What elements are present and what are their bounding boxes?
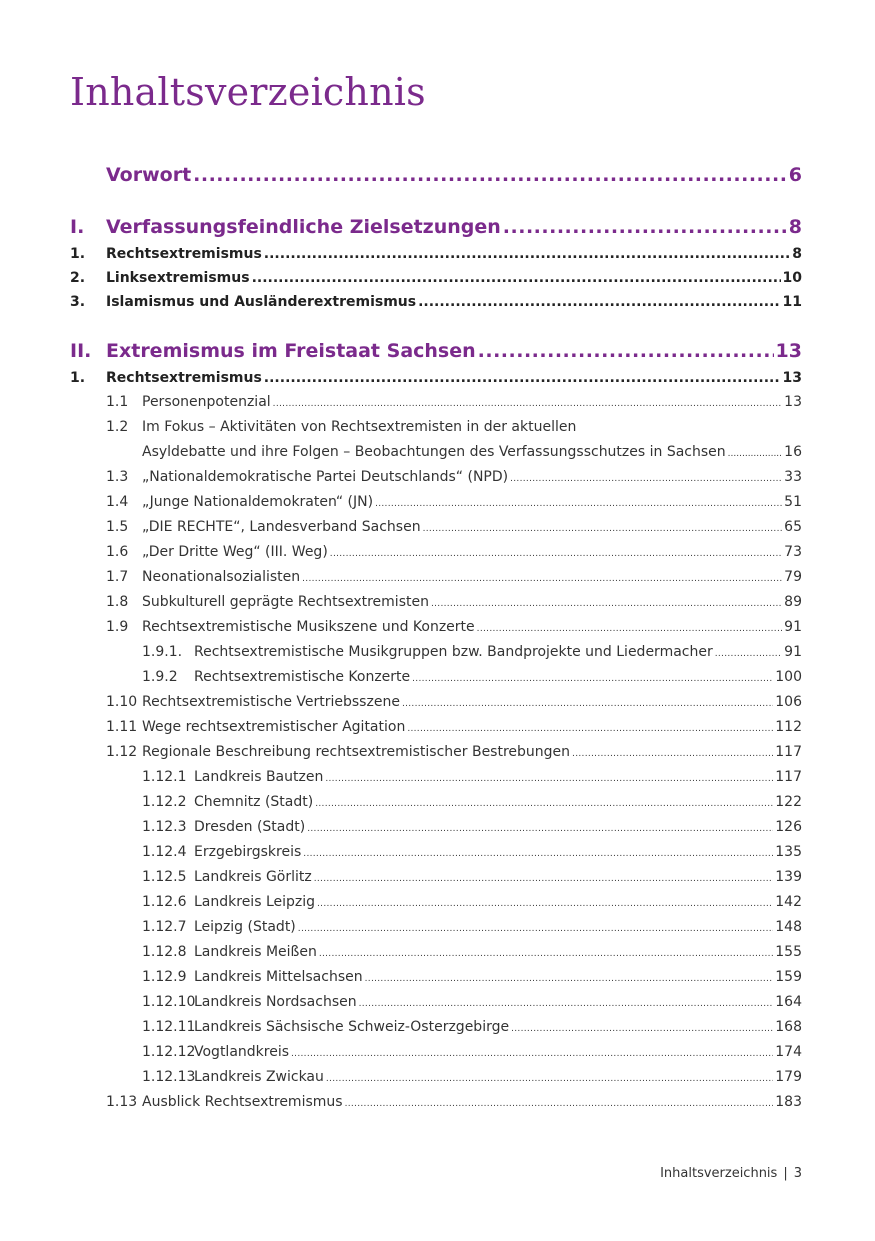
toc-dot-leader <box>302 567 782 592</box>
toc-dot-leader <box>715 642 782 667</box>
toc-dot-leader <box>303 842 773 867</box>
toc-entry-page: 117 <box>775 744 802 760</box>
toc-dot-leader <box>572 742 773 767</box>
toc-entry-page: 91 <box>784 619 802 635</box>
toc-entry-page: 135 <box>775 844 802 860</box>
toc-entry[interactable] <box>70 390 802 415</box>
toc-entry-title: Landkreis Görlitz <box>194 869 312 885</box>
toc-entry-number: 1.9.2 <box>142 669 178 685</box>
toc-entry[interactable] <box>70 940 802 965</box>
toc-entry-title: „Junge Nationaldemokraten“ (JN) <box>142 494 374 510</box>
toc-entry[interactable] <box>70 1065 802 1090</box>
toc-entry-title: Vorwort <box>106 164 192 186</box>
toc-entry-title: Landkreis Sächsische Schweiz-Osterzgebirge <box>194 1019 510 1035</box>
toc-entry-page: 13 <box>784 394 802 410</box>
toc-entry[interactable] <box>70 915 802 940</box>
toc-entry-number: 1.12.6 <box>142 894 187 910</box>
toc-entry-title: Rechtsextremistische Vertriebsszene <box>142 694 400 710</box>
toc-entry[interactable] <box>70 965 802 990</box>
toc-entry-title: Neonationalsozialisten <box>142 569 301 585</box>
toc-dot-leader <box>431 592 782 617</box>
toc-entry-page: 122 <box>775 794 802 810</box>
toc-dot-leader <box>298 917 773 942</box>
toc-entry-number: 1.3 <box>106 469 129 485</box>
toc-entry-page: 73 <box>784 544 802 560</box>
toc-entry-number: I. <box>70 216 85 238</box>
toc-entry-number: 3. <box>70 294 86 310</box>
toc-entry-title: Verfassungsfeindliche Zielsetzungen <box>106 216 501 238</box>
toc-entry-page: 8 <box>792 246 802 262</box>
toc-entry-number: 1.8 <box>106 594 129 610</box>
toc-entry-page: 159 <box>775 969 802 985</box>
toc-entry-title: Rechtsextremismus <box>106 246 262 262</box>
table-of-contents <box>70 160 802 1115</box>
toc-entry[interactable] <box>70 160 802 190</box>
toc-entry[interactable] <box>70 865 802 890</box>
toc-entry-title: Ausblick Rechtsextremismus <box>142 1094 343 1110</box>
toc-entry-number: 1.12.11 <box>142 1019 196 1035</box>
toc-entry-page: 126 <box>775 819 802 835</box>
toc-entry-title: Asyldebatte und ihre Folgen – Beobachtungen des Verfassungsschutzes in Sachsen <box>142 444 726 460</box>
toc-dot-leader <box>345 1092 774 1117</box>
toc-entry-title: „Der Dritte Weg“ (III. Weg) <box>142 544 328 560</box>
toc-entry-title: Landkreis Meißen <box>194 944 317 960</box>
toc-dot-leader <box>365 967 774 992</box>
toc-entry-number: 1.10 <box>106 694 138 710</box>
toc-entry-page: 65 <box>784 519 802 535</box>
toc-dot-leader <box>359 992 774 1017</box>
toc-dot-leader <box>503 212 787 242</box>
toc-entry-title: Rechtsextremismus <box>106 370 262 386</box>
toc-dot-leader <box>317 892 773 917</box>
toc-entry-number: 1.12.13 <box>142 1069 196 1085</box>
toc-entry-number: 1. <box>70 246 86 262</box>
toc-entry-title: Rechtsextremistische Konzerte <box>194 669 411 685</box>
toc-entry-title: Chemnitz (Stadt) <box>194 794 314 810</box>
toc-entry-page: 51 <box>784 494 802 510</box>
toc-entry[interactable] <box>70 815 802 840</box>
toc-entry-page: 112 <box>775 719 802 735</box>
toc-entry[interactable] <box>70 366 802 390</box>
toc-entry-title: „Nationaldemokratische Partei Deutschlands“ (NPD) <box>142 469 509 485</box>
toc-entry-title: Linksextremismus <box>106 270 250 286</box>
toc-entry-page: 142 <box>775 894 802 910</box>
toc-entry-page: 89 <box>784 594 802 610</box>
toc-entry-title: Regionale Beschreibung rechtsextremistischer Bestrebungen <box>142 744 571 760</box>
toc-dot-leader <box>375 492 782 517</box>
toc-entry[interactable] <box>70 415 802 440</box>
toc-dot-leader <box>511 1017 773 1042</box>
toc-entry-number: 1.12.3 <box>142 819 187 835</box>
toc-entry-number: 2. <box>70 270 86 286</box>
toc-entry[interactable] <box>70 615 802 640</box>
toc-dot-leader <box>478 336 774 366</box>
toc-entry[interactable] <box>70 242 802 266</box>
toc-entry-page: 183 <box>775 1094 802 1110</box>
toc-entry-title: Landkreis Leipzig <box>194 894 316 910</box>
toc-dot-leader <box>264 366 781 390</box>
toc-entry-number: 1.12.10 <box>142 994 196 1010</box>
toc-entry-title: „DIE RECHTE“, Landesverband Sachsen <box>142 519 421 535</box>
toc-dot-leader <box>412 667 773 692</box>
footer-label: Inhaltsverzeichnis <box>660 1166 778 1181</box>
toc-entry-number: 1.12.5 <box>142 869 187 885</box>
toc-entry[interactable] <box>70 840 802 865</box>
footer-page-number: 3 <box>793 1166 802 1181</box>
toc-dot-leader <box>193 160 787 190</box>
toc-entry-number: 1.12.8 <box>142 944 187 960</box>
toc-entry-number: 1.9.1. <box>142 644 183 660</box>
toc-entry[interactable] <box>70 1015 802 1040</box>
toc-entry-page: 148 <box>775 919 802 935</box>
toc-entry-title: Subkulturell geprägte Rechtsextremisten <box>142 594 429 610</box>
toc-entry-number: 1.12.4 <box>142 844 187 860</box>
toc-entry[interactable] <box>70 790 802 815</box>
toc-dot-leader <box>423 517 783 542</box>
toc-entry[interactable] <box>70 765 802 790</box>
toc-entry-page: 6 <box>788 164 802 186</box>
toc-dot-leader <box>418 290 780 314</box>
toc-entry-number: 1.7 <box>106 569 129 585</box>
toc-entry[interactable] <box>70 565 802 590</box>
toc-dot-leader <box>307 817 773 842</box>
toc-entry-page: 13 <box>775 340 802 362</box>
toc-entry-title: Landkreis Bautzen <box>194 769 324 785</box>
toc-entry[interactable] <box>70 336 802 366</box>
toc-entry-title: Wege rechtsextremistischer Agitation <box>142 719 406 735</box>
toc-entry[interactable] <box>70 890 802 915</box>
toc-entry[interactable] <box>70 990 802 1015</box>
toc-entry-page: 100 <box>775 669 802 685</box>
toc-entry-title: Islamismus und Ausländerextremismus <box>106 294 417 310</box>
toc-entry-title: Leipzig (Stadt) <box>194 919 296 935</box>
toc-entry-number: 1.12.2 <box>142 794 187 810</box>
toc-entry[interactable] <box>70 715 802 740</box>
toc-entry-page: 91 <box>784 644 802 660</box>
section-gap <box>70 190 802 212</box>
toc-entry-number: 1.13 <box>106 1094 138 1110</box>
toc-entry[interactable] <box>70 690 802 715</box>
toc-entry[interactable] <box>70 490 802 515</box>
toc-entry-number: 1.2 <box>106 419 129 435</box>
toc-dot-leader <box>315 792 773 817</box>
toc-entry[interactable] <box>70 540 802 565</box>
toc-entry-title: Erzgebirgskreis <box>194 844 302 860</box>
toc-entry-number: 1.12.9 <box>142 969 187 985</box>
toc-dot-leader <box>477 617 783 642</box>
footer-separator: | <box>783 1166 788 1181</box>
toc-entry-number: II. <box>70 340 92 362</box>
toc-entry[interactable] <box>70 290 802 314</box>
toc-entry-page: 106 <box>775 694 802 710</box>
toc-entry-page: 179 <box>775 1069 802 1085</box>
toc-entry-page: 79 <box>784 569 802 585</box>
toc-entry-number: 1.9 <box>106 619 129 635</box>
toc-entry-page: 139 <box>775 869 802 885</box>
toc-dot-leader <box>273 392 783 417</box>
toc-entry[interactable] <box>70 212 802 242</box>
toc-entry[interactable] <box>70 640 802 665</box>
toc-entry-title: Vogtlandkreis <box>194 1044 290 1060</box>
toc-entry[interactable] <box>70 740 802 765</box>
toc-entry-title: Dresden (Stadt) <box>194 819 306 835</box>
toc-entry-title: Personenpotenzial <box>142 394 271 410</box>
toc-dot-leader <box>326 1067 773 1092</box>
toc-dot-leader <box>319 942 773 967</box>
toc-entry-title: Rechtsextremistische Musikgruppen bzw. Bandprojekte und Liedermacher <box>194 644 713 660</box>
toc-entry-page: 168 <box>775 1019 802 1035</box>
toc-entry-number: 1.5 <box>106 519 129 535</box>
toc-entry[interactable] <box>70 465 802 490</box>
toc-dot-leader <box>314 867 774 892</box>
toc-entry-number: 1.4 <box>106 494 129 510</box>
toc-dot-leader <box>264 242 790 266</box>
toc-entry-number: 1.12.1 <box>142 769 187 785</box>
toc-entry-title: Landkreis Mittelsachsen <box>194 969 363 985</box>
toc-dot-leader <box>325 767 773 792</box>
toc-dot-leader <box>402 692 773 717</box>
toc-entry-title: Extremismus im Freistaat Sachsen <box>106 340 476 362</box>
toc-entry-title: Landkreis Zwickau <box>194 1069 324 1085</box>
toc-entry-number: 1.11 <box>106 719 138 735</box>
toc-entry-page: 174 <box>775 1044 802 1060</box>
toc-entry-page: 8 <box>788 216 802 238</box>
toc-dot-leader <box>407 717 773 742</box>
toc-entry-page: 16 <box>784 444 802 460</box>
toc-entry-title: Rechtsextremistische Musikszene und Konzerte <box>142 619 475 635</box>
toc-entry-title: Landkreis Nordsachsen <box>194 994 357 1010</box>
toc-entry[interactable] <box>70 440 802 465</box>
toc-entry[interactable] <box>70 266 802 290</box>
toc-entry-number: 1.1 <box>106 394 129 410</box>
toc-entry-number: 1.12.7 <box>142 919 187 935</box>
toc-entry-page: 13 <box>782 370 802 386</box>
toc-dot-leader <box>510 467 782 492</box>
toc-entry-number: 1.12.12 <box>142 1044 196 1060</box>
toc-entry-page: 11 <box>782 294 802 310</box>
toc-entry[interactable] <box>70 1090 802 1115</box>
toc-dot-leader <box>252 266 781 290</box>
toc-entry-page: 33 <box>784 469 802 485</box>
toc-entry-title: Im Fokus – Aktivitäten von Rechtsextremisten in der aktuellen <box>142 419 577 435</box>
toc-entry[interactable] <box>70 1040 802 1065</box>
toc-entry[interactable] <box>70 590 802 615</box>
toc-entry-number: 1. <box>70 370 86 386</box>
section-gap <box>70 314 802 336</box>
toc-dot-leader <box>330 542 782 567</box>
toc-entry-page: 164 <box>775 994 802 1010</box>
page-title: Inhaltsverzeichnis <box>70 70 426 114</box>
page-footer <box>660 1166 802 1181</box>
toc-entry-page: 10 <box>782 270 802 286</box>
toc-entry-number: 1.12 <box>106 744 138 760</box>
toc-entry[interactable] <box>70 515 802 540</box>
toc-entry[interactable] <box>70 665 802 690</box>
toc-entry-number: 1.6 <box>106 544 129 560</box>
toc-entry-page: 155 <box>775 944 802 960</box>
toc-dot-leader <box>728 442 783 467</box>
toc-dot-leader <box>291 1042 773 1067</box>
toc-entry-page: 117 <box>775 769 802 785</box>
